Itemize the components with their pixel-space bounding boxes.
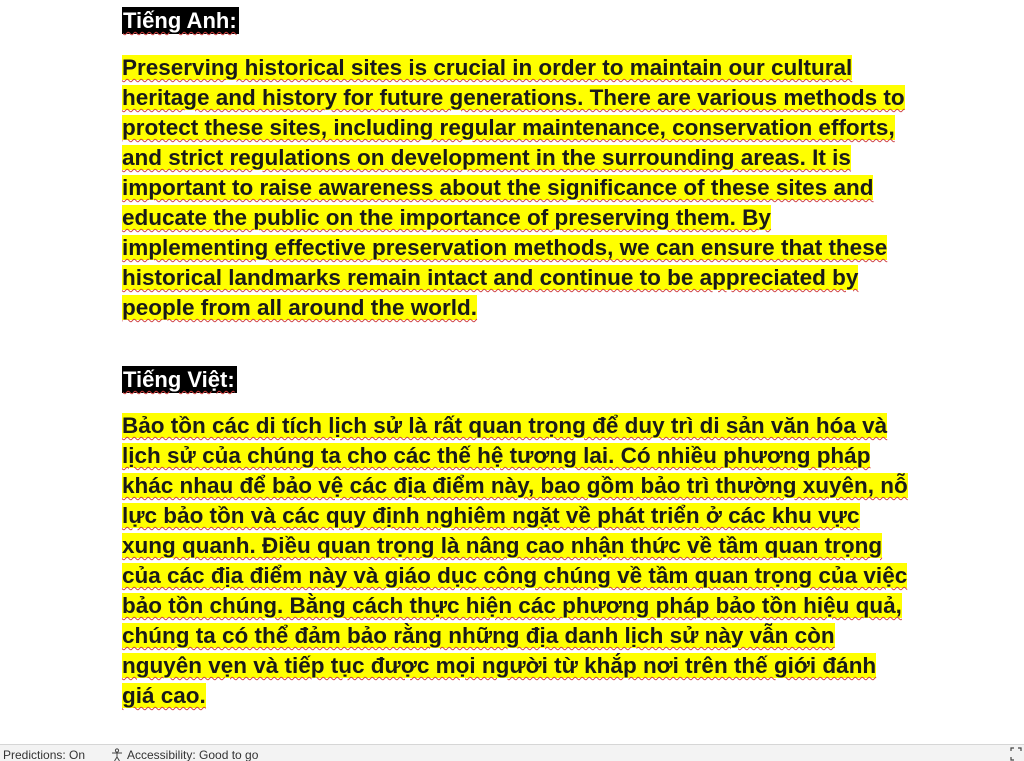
english-heading	[122, 6, 239, 36]
focus-mode-icon[interactable]	[1010, 747, 1022, 761]
vietnamese-paragraph-text: Bảo tồn các di tích lịch sử là rất quan trọng để duy trì di sản văn hóa và lịch sử của chúng ta cho các thế hệ tương lai. Có nhiều phương pháp khác nhau để bảo vệ các địa điểm này, bao gồm bảo trì thường xuyên, nỗ lực bảo tồn và các quy định nghiêm ngặt về phát triển ở các khu vực xung quanh. Điều quan trọng là nâng cao nhận thức về tầm quan trọng của các địa điểm này và giáo dục công chúng về tầm quan trọng của việc bảo tồn chúng. Bằng cách thực hiện các phương pháp bảo tồn hiệu quả, chúng ta có thể đảm bảo rằng những địa danh lịch sử này vẫn còn nguyên vẹn và tiếp tục được mọi người từ khắp nơi trên thế giới đánh giá cao.	[122, 413, 908, 708]
predictions-status[interactable]: Predictions: On	[3, 748, 86, 761]
vietnamese-paragraph	[122, 411, 912, 711]
english-paragraph-text: Preserving historical sites is crucial in order to maintain our cultural heritage and history for future generations. There are various methods to protect these sites, including regular maintenance, conservation efforts, and strict regulations on development in the surrounding areas. It is important to raise awareness about the significance of these sites and educate the public on the importance of preserving them. By implementing effective preservation methods, we can ensure that these historical landmarks remain intact and continue to be appreciated by people from all around the world.	[122, 55, 905, 320]
vietnamese-heading	[122, 365, 237, 395]
english-heading-text: Tiếng Anh:	[123, 8, 237, 33]
accessibility-status-label: Accessibility: Good to go	[127, 748, 259, 761]
english-paragraph	[122, 53, 912, 323]
status-bar	[0, 744, 1024, 761]
accessibility-status[interactable]	[110, 748, 258, 761]
accessibility-person-icon	[110, 748, 124, 761]
vietnamese-heading-text: Tiếng Việt:	[123, 367, 235, 392]
